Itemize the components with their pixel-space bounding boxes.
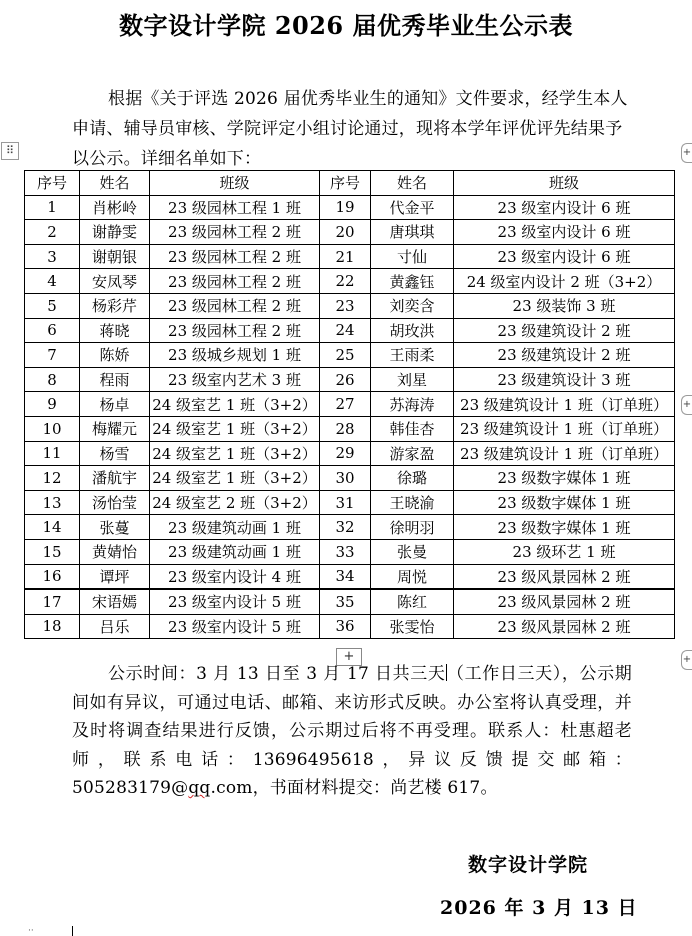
index-cell[interactable]: 36 [320,614,371,639]
index-cell[interactable]: 5 [25,293,80,318]
spellcheck-flagged-word[interactable]: qq [188,778,211,798]
index-cell[interactable]: 1 [25,195,80,220]
class-cell[interactable]: 23 级园林工程 2 班 [150,220,320,245]
name-cell[interactable]: 胡玫洪 [371,318,454,343]
class-cell[interactable]: 23 级环艺 1 班 [454,539,675,564]
index-cell[interactable]: 20 [320,220,371,245]
index-cell[interactable]: 3 [25,244,80,269]
class-cell[interactable]: 23 级室内设计 6 班 [454,220,675,245]
name-cell[interactable]: 刘星 [371,367,454,392]
header-cell-class: 班级 [454,171,675,196]
name-cell[interactable]: 张雯怡 [371,614,454,639]
name-cell[interactable]: 宋语嫣 [80,589,150,614]
name-cell[interactable]: 王雨柔 [371,343,454,368]
table-row [25,293,675,318]
index-cell[interactable]: 27 [320,392,371,417]
class-cell[interactable]: 24 级室艺 1 班（3+2） [150,466,320,491]
table-header-row [25,171,675,196]
name-cell[interactable]: 唐琪琪 [371,220,454,245]
index-cell[interactable]: 8 [25,367,80,392]
index-cell[interactable]: 32 [320,515,371,540]
signature-date: 2026 年 3 月 13 日 [440,897,638,919]
name-cell[interactable]: 谭坪 [80,564,150,589]
name-cell[interactable]: 安凤琴 [80,269,150,294]
table-row [25,441,675,466]
class-cell[interactable]: 23 级建筑动画 1 班 [150,539,320,564]
table-row [25,392,675,417]
class-cell[interactable]: 23 级园林工程 2 班 [150,244,320,269]
index-cell[interactable]: 2 [25,220,80,245]
index-cell[interactable]: 17 [25,589,80,614]
table-row [25,343,675,368]
class-cell[interactable]: 23 级风景园林 2 班 [454,589,675,614]
table-row [25,220,675,245]
name-cell[interactable]: 杨彩芹 [80,293,150,318]
table-row [25,515,675,540]
edge-marker-icon[interactable]: + [681,143,692,163]
index-cell[interactable]: 23 [320,293,371,318]
table-row [25,244,675,269]
page-corner-marks: ·· [28,926,34,936]
class-cell[interactable]: 23 级室内艺术 3 班 [150,367,320,392]
index-cell[interactable]: 26 [320,367,371,392]
name-cell[interactable]: 张蔓 [80,515,150,540]
signature-organization: 数字设计学院 [468,854,589,876]
name-cell[interactable]: 陈娇 [80,343,150,368]
index-cell[interactable]: 6 [25,318,80,343]
class-cell[interactable]: 23 级数字媒体 1 班 [454,466,675,491]
notice-text-start: 公示时间：3 月 13 日至 3 月 17 日共三天 [108,664,446,684]
index-cell[interactable]: 12 [25,466,80,491]
margin-corner-mark [72,926,73,936]
edge-marker-icon[interactable]: + [681,395,692,415]
class-cell[interactable]: 23 级室内设计 4 班 [150,564,320,589]
name-cell[interactable]: 蒋晓 [80,318,150,343]
name-cell[interactable]: 苏海涛 [371,392,454,417]
class-cell[interactable]: 23 级室内设计 5 班 [150,589,320,614]
add-row-button[interactable]: + [336,648,362,666]
graduates-table[interactable] [24,170,675,639]
name-cell[interactable]: 程雨 [80,367,150,392]
header-cell-name: 姓名 [371,171,454,196]
table-move-handle-icon[interactable]: ⠿ [1,142,19,160]
name-cell[interactable]: 汤怡莹 [80,490,150,515]
class-cell[interactable]: 23 级室内设计 5 班 [150,614,320,639]
notice-paragraph[interactable] [72,660,632,803]
name-cell[interactable]: 谢静雯 [80,220,150,245]
table-row [25,416,675,441]
intro-paragraph[interactable]: 根据《关于评选 2026 届优秀毕业生的通知》文件要求，经学生本人申请、辅导员审核、学院评定小组讨论通过，现将本学年评优评先结果予以公示。详细名单如下： [72,89,628,169]
table-row [25,564,675,589]
class-cell[interactable]: 24 级室艺 1 班（3+2） [150,441,320,466]
index-cell[interactable]: 9 [25,392,80,417]
index-cell[interactable]: 18 [25,614,80,639]
class-cell[interactable]: 24 级室艺 2 班（3+2） [150,490,320,515]
name-cell[interactable]: 刘奕含 [371,293,454,318]
class-cell[interactable]: 23 级装饰 3 班 [454,293,675,318]
index-cell[interactable]: 13 [25,490,80,515]
name-cell[interactable]: 王晓渝 [371,490,454,515]
notice-text-middle: （工作日三天），公示期间如有异议，可通过电话、邮箱、来访形式反映。办公室将认真受理，并及时将调查结果进行反馈，公示期过后将不再受理。联系人：杜惠超老师，联系电话：13696495618，异议反馈提交邮箱：505283179@ [72,664,633,798]
class-cell[interactable]: 24 级室艺 1 班（3+2） [150,392,320,417]
header-cell-index: 序号 [25,171,80,196]
class-cell[interactable]: 23 级建筑设计 1 班（订单班） [454,392,675,417]
table-row [25,195,675,220]
class-cell[interactable]: 23 级风景园林 2 班 [454,564,675,589]
index-cell[interactable]: 25 [320,343,371,368]
index-cell[interactable]: 4 [25,269,80,294]
index-cell[interactable]: 19 [320,195,371,220]
index-cell[interactable]: 22 [320,269,371,294]
name-cell[interactable]: 潘航宇 [80,466,150,491]
class-cell[interactable]: 23 级建筑设计 2 班 [454,318,675,343]
name-cell[interactable]: 杨卓 [80,392,150,417]
index-cell[interactable]: 33 [320,539,371,564]
document-title: 数字设计学院 2026 届优秀毕业生公示表 [118,11,573,40]
class-cell[interactable]: 23 级建筑设计 3 班 [454,367,675,392]
class-cell[interactable]: 23 级建筑设计 2 班 [454,343,675,368]
class-cell[interactable]: 23 级数字媒体 1 班 [454,490,675,515]
class-cell[interactable]: 23 级建筑设计 1 班（订单班） [454,416,675,441]
table-row [25,269,675,294]
class-cell[interactable]: 23 级建筑动画 1 班 [150,515,320,540]
name-cell[interactable]: 代金平 [371,195,454,220]
class-cell[interactable]: 23 级城乡规划 1 班 [150,343,320,368]
index-cell[interactable]: 16 [25,564,80,589]
index-cell[interactable]: 10 [25,416,80,441]
name-cell[interactable]: 黄鑫钰 [371,269,454,294]
table-row [25,539,675,564]
table-row [25,614,675,639]
table-row [25,589,675,614]
notice-text-end: .com，书面材料提交：尚艺楼 617。 [210,778,498,798]
class-cell[interactable]: 23 级室内设计 6 班 [454,195,675,220]
index-cell[interactable]: 30 [320,466,371,491]
index-cell[interactable]: 11 [25,441,80,466]
table-body [25,195,675,639]
name-cell[interactable]: 杨雪 [80,441,150,466]
class-cell[interactable]: 23 级园林工程 2 班 [150,293,320,318]
table-row [25,318,675,343]
name-cell[interactable]: 徐明羽 [371,515,454,540]
index-cell[interactable]: 29 [320,441,371,466]
class-cell[interactable]: 24 级室内设计 2 班（3+2） [454,269,675,294]
class-cell[interactable]: 23 级室内设计 6 班 [454,244,675,269]
header-cell-class: 班级 [150,171,320,196]
index-cell[interactable]: 24 [320,318,371,343]
index-cell[interactable]: 14 [25,515,80,540]
index-cell[interactable]: 21 [320,244,371,269]
class-cell[interactable]: 23 级风景园林 2 班 [454,614,675,639]
table-row [25,490,675,515]
header-cell-name: 姓名 [80,171,150,196]
class-cell[interactable]: 24 级室艺 1 班（3+2） [150,416,320,441]
name-cell[interactable]: 吕乐 [80,614,150,639]
index-cell[interactable]: 31 [320,490,371,515]
class-cell[interactable]: 23 级数字媒体 1 班 [454,515,675,540]
index-cell[interactable]: 28 [320,416,371,441]
index-cell[interactable]: 7 [25,343,80,368]
name-cell[interactable]: 张曼 [371,539,454,564]
name-cell[interactable]: 徐璐 [371,466,454,491]
class-cell[interactable]: 23 级园林工程 1 班 [150,195,320,220]
name-cell[interactable]: 梅耀元 [80,416,150,441]
name-cell[interactable]: 陈红 [371,589,454,614]
name-cell[interactable]: 谢朝银 [80,244,150,269]
table-row [25,367,675,392]
name-cell[interactable]: 寸仙 [371,244,454,269]
index-cell[interactable]: 15 [25,539,80,564]
table-row [25,466,675,491]
class-cell[interactable]: 23 级建筑设计 1 班（订单班） [454,441,675,466]
name-cell[interactable]: 游家盈 [371,441,454,466]
class-cell[interactable]: 23 级园林工程 2 班 [150,318,320,343]
index-cell[interactable]: 35 [320,589,371,614]
name-cell[interactable]: 黄婧怡 [80,539,150,564]
header-cell-index: 序号 [320,171,371,196]
edge-marker-icon[interactable]: + [681,650,692,670]
name-cell[interactable]: 韩佳杏 [371,416,454,441]
index-cell[interactable]: 34 [320,564,371,589]
name-cell[interactable]: 周悦 [371,564,454,589]
name-cell[interactable]: 肖彬岭 [80,195,150,220]
class-cell[interactable]: 23 级园林工程 2 班 [150,269,320,294]
